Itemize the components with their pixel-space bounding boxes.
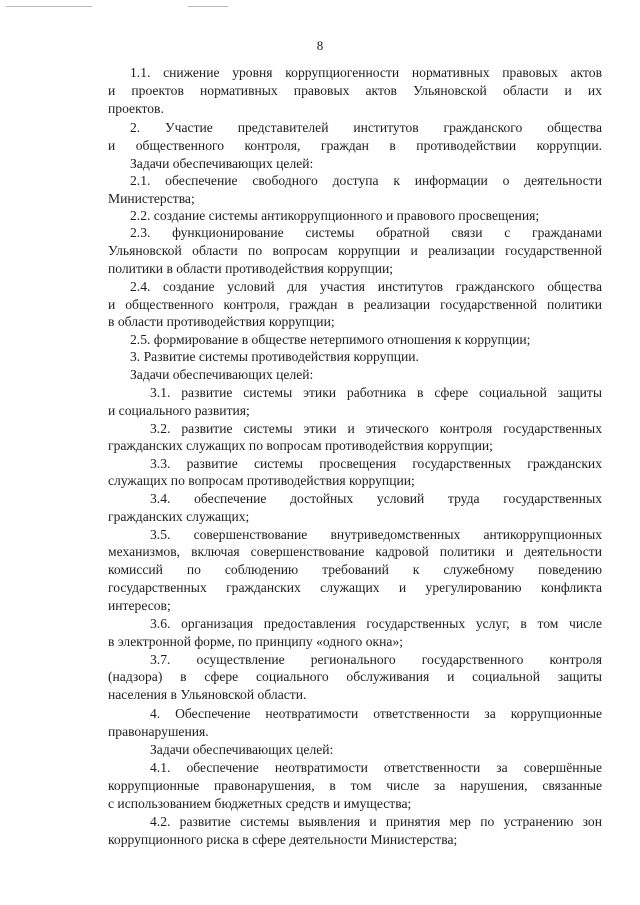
text-line: коррупционные правонарушения, в том числе за нарушения, связанные xyxy=(108,778,602,793)
text-line: 4.2. развитие системы выявления и принятия мер по устранению зон xyxy=(150,814,602,829)
text-line: и проектов нормативных правовых актов Ульяновской области и их xyxy=(108,83,602,98)
text-line: государственных гражданских служащих и урегулированию конфликта xyxy=(108,580,602,595)
text-line: служащих по вопросам противодействия коррупции; xyxy=(108,473,415,488)
text-line: и общественного контроля, граждан в противодействии коррупции. xyxy=(108,138,602,153)
text-line: 2.3. функционирование системы обратной связи с гражданами xyxy=(130,225,602,240)
text-line: 2.5. формирование в обществе нетерпимого отношения к коррупции; xyxy=(130,332,531,347)
text-line: (надзора) в сфере социального обслуживания и социальной защиты xyxy=(108,669,602,684)
text-line: населения в Ульяновской области. xyxy=(108,687,307,702)
text-line: 1.1. снижение уровня коррупциогенности нормативных правовых актов xyxy=(130,65,602,80)
text-line: механизмов, включая совершенствование кадровой политики и деятельности xyxy=(108,544,602,559)
text-line: проектов. xyxy=(108,101,164,116)
text-line: 4.1. обеспечение неотвратимости ответственности за совершённые xyxy=(150,760,602,775)
text-line: 3.4. обеспечение достойных условий труда государственных xyxy=(150,491,602,506)
text-line: Ульяновской области по вопросам коррупции и реализации государственной xyxy=(108,243,602,258)
text-line: и общественного контроля, граждан в реализации государственной политики xyxy=(108,297,602,312)
text-line: гражданских служащих; xyxy=(108,509,250,524)
text-line: 3.3. развитие системы просвещения государственных гражданских xyxy=(150,456,602,471)
text-line: 2.2. создание системы антикоррупционного и правового просвещения; xyxy=(130,208,540,223)
text-line: в электронной форме, по принципу «одного окна»; xyxy=(108,634,404,649)
text-line: в области противодействия коррупции; xyxy=(108,314,335,329)
text-line: Министерства; xyxy=(108,191,195,206)
text-line: гражданских служащих по вопросам противодействия коррупции; xyxy=(108,438,493,453)
text-line: 3.7. осуществление регионального государственного контроля xyxy=(150,652,602,667)
text-line: интересов; xyxy=(108,598,171,613)
text-line: политики в области противодействия коррупции; xyxy=(108,261,394,276)
text-line: и социального развития; xyxy=(108,403,250,418)
text-line: с использованием бюджетных средств и имущества; xyxy=(108,796,412,811)
text-line: Задачи обеспечивающих целей: xyxy=(130,156,314,171)
text-line: 2.4. создание условий для участия институтов гражданского общества xyxy=(130,279,602,294)
text-line: 3.1. развитие системы этики работника в сфере социальной защиты xyxy=(150,385,602,400)
text-line: 3.5. совершенствование внутриведомственных антикоррупционных xyxy=(150,527,602,542)
text-line: Задачи обеспечивающих целей: xyxy=(130,367,314,382)
text-line: 2. Участие представителей институтов гражданского общества xyxy=(130,120,602,135)
page-number: 8 xyxy=(316,38,324,53)
scan-artifact-right xyxy=(188,6,228,7)
text-line: 4. Обеспечение неотвратимости ответственности за коррупционные xyxy=(150,706,602,721)
text-line: 3. Развитие системы противодействия коррупции. xyxy=(130,349,419,364)
text-line: 2.1. обеспечение свободного доступа к информации о деятельности xyxy=(130,173,602,188)
text-line: Задачи обеспечивающих целей: xyxy=(150,742,334,757)
text-line: 3.6. организация предоставления государственных услуг, в том числе xyxy=(150,616,602,631)
text-line: коррупционного риска в сфере деятельности Министерства; xyxy=(108,832,458,847)
text-line: 3.2. развитие системы этики и этического контроля государственных xyxy=(150,421,602,436)
scan-artifact-left xyxy=(6,6,92,7)
text-line: правонарушения. xyxy=(108,724,209,739)
text-line: комиссий по соблюдению требований к служебному поведению xyxy=(108,562,602,577)
